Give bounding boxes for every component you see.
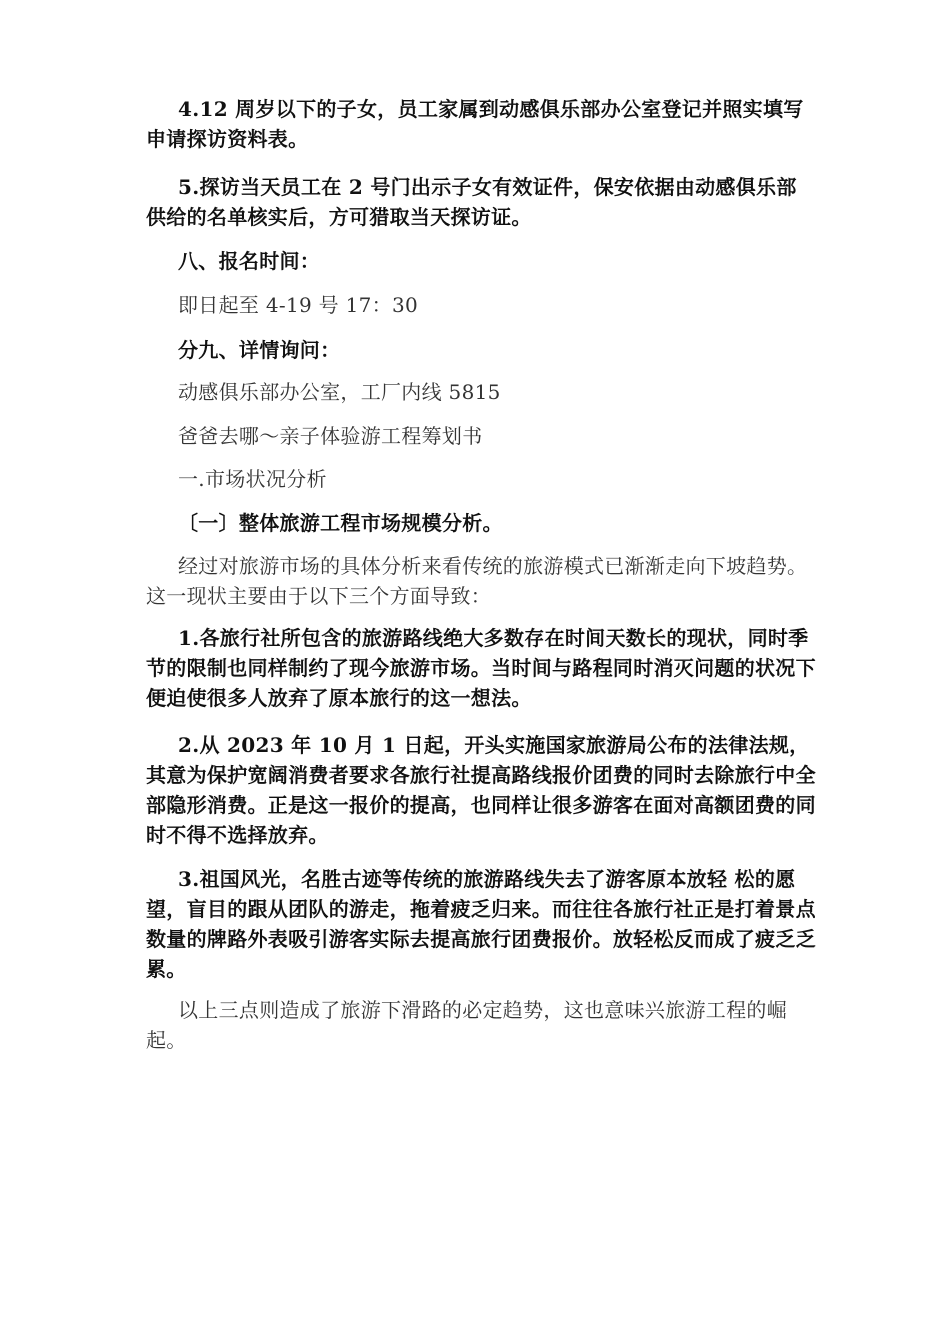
paragraph-market-trend: 经过对旅游市场的具体分析来看传统的旅游模式已渐渐走向下坡趋势。这一现状主要由于以下三个方面导致：	[146, 554, 808, 608]
registration-time-text: 即日起至 4-19 号 17：30	[178, 293, 419, 317]
heading-registration-time: 八、报名时间：	[178, 249, 321, 273]
paragraph-item-4-12: 4.12 周岁以下的子女，员工家属到动感俱乐部办公室登记并照实填写申请探访资料表。	[146, 97, 804, 151]
subsection-heading-market-scale: 〔一〕整体旅游工程市场规模分析。	[178, 511, 503, 535]
paragraph-item-5: 5.探访当天员工在 2 号门出示子女有效证件，保安依据由动感俱乐部供给的名单核实后，方可猎取当天探访证。	[146, 175, 797, 229]
paragraph-reason-1: 1.各旅行社所包含的旅游路线绝大多数存在时间天数长的现状，同时季节的限制也同样制约了现今旅游市场。当时间与路程同时消灭问题的状况下便迫使很多人放弃了原本旅行的这一想法。	[146, 626, 816, 710]
inquiry-contact-text: 动感俱乐部办公室，工厂内线 5815	[178, 380, 501, 404]
paragraph-reason-3: 3.祖国风光，名胜古迹等传统的旅游路线失去了游客原本放轻 松的愿望，盲目的跟从团队的游走，拖着疲乏归来。而往往各旅行社正是打着景点数量的牌路外表吸引游客实际去提高旅行团费报价。放轻松反而成了疲乏乏累。	[146, 867, 816, 981]
paragraph-reason-2: 2.从 2023 年 10 月 1 日起，开头实施国家旅游局公布的法律法规，其意为保护宽阔消费者要求各旅行社提高路线报价团费的同时去除旅行中全部隐形消费。正是这一报价的提高，也同样让很多游客在面对高额团费的同时不得不选择放弃。	[146, 733, 816, 847]
plan-title: 爸爸去哪～亲子体验游工程筹划书	[178, 424, 483, 448]
heading-inquiry: 分九、详情询问：	[178, 338, 341, 362]
section-heading-market-analysis: 一.市场状况分析	[178, 467, 327, 491]
paragraph-conclusion: 以上三点则造成了旅游下滑路的必定趋势，这也意味兴旅游工程的崛起。	[146, 998, 787, 1052]
